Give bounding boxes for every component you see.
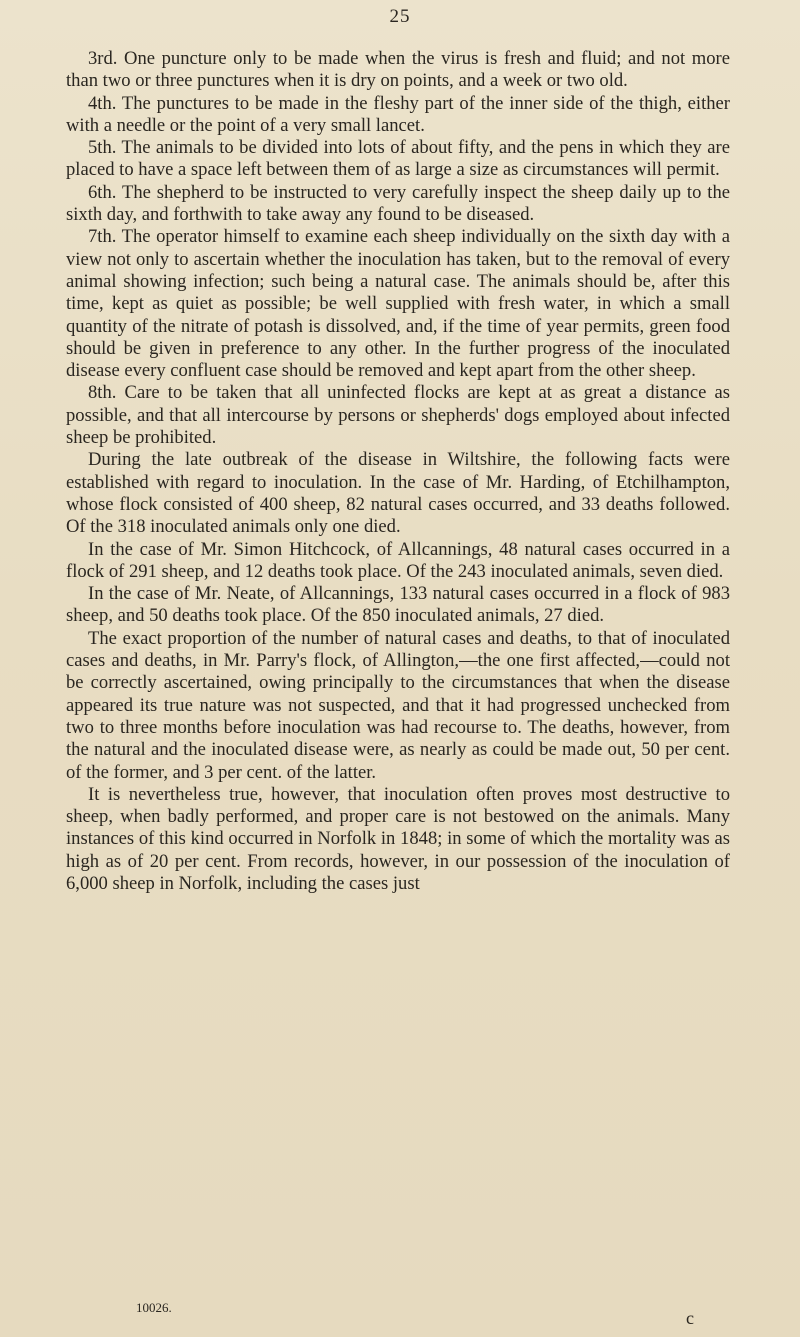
paragraph-parry: The exact proportion of the number of natural cases and deaths, to that of inoculated cases and deaths, in Mr. Parry's flock, of Allington,—the one first affected,—could not be correctly ascertained, owing principally to the circumstances that when the disease appeared its true nature was not suspected, and that it had progressed unchecked from two to three months before inoculation was had recourse to. The deaths, however, from the natural and the inoculated disease were, as nearly as could be made out, 50 per cent. of the former, and 3 per cent. of the latter. [66,627,730,783]
paragraph-rule-8: 8th. Care to be taken that all uninfected flocks are kept at as great a distance as possible, and that all intercourse by persons or shepherds' dogs employed about infected sheep be prohibited. [66,382,730,449]
paragraph-neate: In the case of Mr. Neate, of Allcannings, 133 natural cases occurred in a flock of 983 sheep, and 50 deaths took place. Of the 850 inoculated animals, 27 died. [66,583,730,627]
paragraph-rule-7: 7th. The operator himself to examine each sheep individually on the sixth day with a view not only to ascertain whether the inoculation has taken, but to the removal of every animal showing infection; such being a natural case. The animals should be, after this time, kept as quiet as possible; be well supplied with fresh water, in which a small quantity of the nitrate of potash is dissolved, and, if the time of year permits, green food should be given in preference to any other. In the further progress of the inoculated disease every confluent case should be removed and kept apart from the other sheep. [66,226,730,382]
paragraph-rule-3: 3rd. One puncture only to be made when the virus is fresh and fluid; and not more than two or three punctures when it is dry on points, and a week or two old. [66,48,730,92]
paragraph-hitchcock: In the case of Mr. Simon Hitchcock, of Allcannings, 48 natural cases occurred in a flock of 291 sheep, and 12 deaths took place. Of the 243 inoculated animals, seven died. [66,538,730,582]
paragraph-rule-6: 6th. The shepherd to be instructed to very carefully inspect the sheep daily up to the sixth day, and forthwith to take away any found to be diseased. [66,181,730,226]
paragraph-norfolk: It is nevertheless true, however, that inoculation often proves most destructive to sheep, when badly performed, and proper care is not bestowed on the animals. Many instances of this kind occurred in Norfolk in 1848; in some of which the mortality was as high as of 20 per cent. From records, however, in our possession of the inoculation of 6,000 sheep in Norfolk, including the cases just [66,783,730,894]
gathering-mark: c [686,1308,694,1328]
body-text [66,48,730,895]
page-number: 25 [389,6,411,27]
paragraph-wiltshire-harding: During the late outbreak of the disease in Wiltshire, the following facts were established with regard to inoculation. In the case of Mr. Harding, of Etchilhampton, whose flock consisted of 400 sheep, 82 natural cases occurred, and 33 deaths followed. Of the 318 inoculated animals only one died. [66,449,730,538]
signature-mark: 10026. [136,1300,172,1315]
paragraph-rule-4: 4th. The punctures to be made in the fleshy part of the inner side of the thigh, either with a needle or the point of a very small lancet. [66,92,730,136]
paragraph-rule-5: 5th. The animals to be divided into lots of about fifty, and the pens in which they are placed to have a space left between them of as large a size as circumstances will permit. [66,137,730,181]
